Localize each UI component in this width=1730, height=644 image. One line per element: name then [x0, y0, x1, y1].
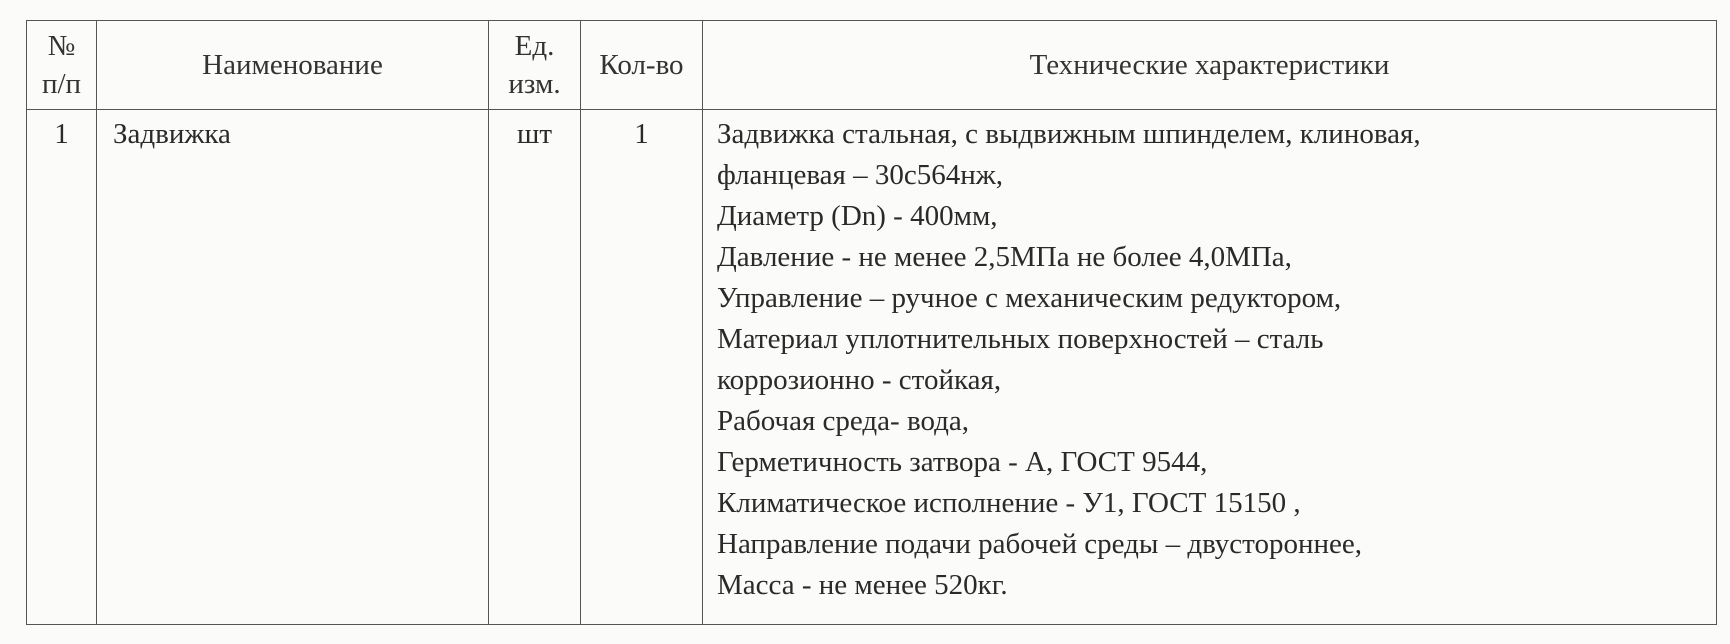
- spec-line-4: Давление - не менее 2,5МПа не более 4,0МПа,: [717, 241, 1292, 273]
- header-num-line-2: п/п: [41, 68, 82, 100]
- spec-line-12: Масса - не менее 520кг.: [717, 569, 1008, 601]
- spec-line-8: Рабочая среда- вода,: [717, 405, 969, 437]
- spec-line-5: Управление – ручное с механическим редуктором,: [717, 282, 1342, 314]
- spec-line-9: Герметичность затвора - А, ГОСТ 9544,: [717, 446, 1208, 478]
- spec-line-10: Климатическое исполнение - У1, ГОСТ 15150 ,: [717, 487, 1301, 519]
- table-row: [27, 110, 1717, 625]
- header-num: [27, 21, 97, 110]
- header-name: Наименование: [97, 21, 489, 110]
- spec-line-7: коррозионно - стойкая,: [717, 364, 1002, 396]
- header-unit: [489, 21, 581, 110]
- cell-name: Задвижка: [97, 110, 489, 625]
- spec-line-2: фланцевая – 30с564нж,: [717, 159, 1004, 191]
- spec-line-3: Диаметр (Dn) - 400мм,: [717, 200, 998, 232]
- cell-qty: 1: [581, 110, 703, 625]
- spec-line-1: Задвижка стальная, с выдвижным шпинделем, клиновая,: [717, 118, 1421, 150]
- header-unit-line-2: изм.: [508, 68, 561, 100]
- header-qty: Кол-во: [581, 21, 703, 110]
- cell-spec: [703, 110, 1717, 625]
- header-unit-line-1: Ед.: [514, 30, 555, 62]
- specification-table: [26, 20, 1717, 625]
- header-spec: Технические характеристики: [703, 21, 1717, 110]
- header-row: [27, 21, 1717, 110]
- cell-unit: шт: [489, 110, 581, 625]
- spec-line-11: Направление подачи рабочей среды – двустороннее,: [717, 528, 1362, 560]
- cell-num: 1: [27, 110, 97, 625]
- header-num-line-1: №: [47, 30, 76, 62]
- spec-line-6: Материал уплотнительных поверхностей – сталь: [717, 323, 1324, 355]
